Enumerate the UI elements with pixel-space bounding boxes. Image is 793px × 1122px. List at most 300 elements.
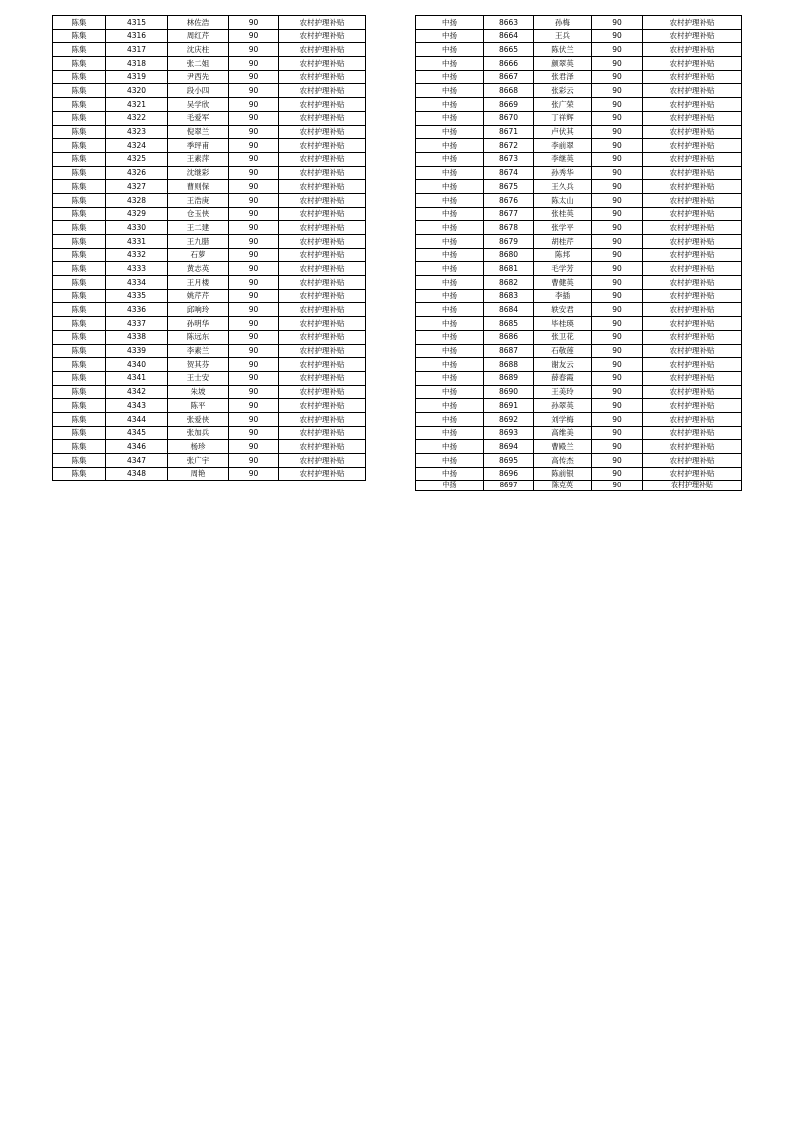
name-cell: 尹西先 xyxy=(168,70,229,84)
name-cell: 毕桂瑛 xyxy=(534,317,592,331)
village-cell: 中扬 xyxy=(416,16,484,30)
amount-cell: 90 xyxy=(229,440,279,454)
table-row xyxy=(53,98,366,112)
subsidy-type-cell: 农村护理补贴 xyxy=(279,98,366,112)
subsidy-type-cell: 农村护理补贴 xyxy=(643,371,742,385)
name-cell: 杨珍 xyxy=(168,440,229,454)
village-cell: 陈集 xyxy=(53,57,106,71)
id-cell: 4330 xyxy=(106,221,168,235)
subsidy-type-cell: 农村护理补贴 xyxy=(279,262,366,276)
village-cell: 中扬 xyxy=(416,166,484,180)
subsidy-type-cell: 农村护理补贴 xyxy=(279,467,366,481)
village-cell: 陈集 xyxy=(53,385,106,399)
amount-cell: 90 xyxy=(229,399,279,413)
name-cell: 毛爱军 xyxy=(168,111,229,125)
subsidy-type-cell: 农村护理补贴 xyxy=(279,426,366,440)
table-row xyxy=(416,193,742,207)
name-cell: 孙梅 xyxy=(534,16,592,30)
name-cell: 孙秀华 xyxy=(534,166,592,180)
table-row xyxy=(53,43,366,57)
amount-cell: 90 xyxy=(229,125,279,139)
name-cell: 丁祥辉 xyxy=(534,111,592,125)
name-cell: 段小四 xyxy=(168,84,229,98)
table-row xyxy=(416,139,742,153)
table-row xyxy=(416,84,742,98)
subsidy-type-cell: 农村护理补贴 xyxy=(643,139,742,153)
id-cell: 4326 xyxy=(106,166,168,180)
village-cell: 中扬 xyxy=(416,70,484,84)
table-row xyxy=(416,43,742,57)
subsidy-type-cell: 农村护理补贴 xyxy=(279,16,366,30)
table-row xyxy=(416,385,742,399)
table-row xyxy=(416,344,742,358)
amount-cell: 90 xyxy=(229,303,279,317)
name-cell: 高传杰 xyxy=(534,454,592,468)
village-cell: 陈集 xyxy=(53,262,106,276)
name-cell: 孙明华 xyxy=(168,317,229,331)
id-cell: 4316 xyxy=(106,29,168,43)
amount-cell: 90 xyxy=(229,70,279,84)
subsidy-type-cell: 农村护理补贴 xyxy=(643,330,742,344)
village-cell: 中扬 xyxy=(416,317,484,331)
subsidy-type-cell: 农村护理补贴 xyxy=(643,481,742,491)
subsidy-type-cell: 农村护理补贴 xyxy=(279,125,366,139)
village-cell: 中扬 xyxy=(416,235,484,249)
id-cell: 8680 xyxy=(484,248,534,262)
table-row xyxy=(416,371,742,385)
table-row xyxy=(416,248,742,262)
subsidy-type-cell: 农村护理补贴 xyxy=(279,371,366,385)
table-row xyxy=(416,358,742,372)
amount-cell: 90 xyxy=(592,98,643,112)
amount-cell: 90 xyxy=(229,344,279,358)
village-cell: 陈集 xyxy=(53,330,106,344)
amount-cell: 90 xyxy=(229,467,279,481)
name-cell: 王久兵 xyxy=(534,180,592,194)
name-cell: 李前翠 xyxy=(534,139,592,153)
village-cell: 陈集 xyxy=(53,426,106,440)
village-cell: 中扬 xyxy=(416,440,484,454)
id-cell: 4334 xyxy=(106,276,168,290)
id-cell: 4341 xyxy=(106,371,168,385)
id-cell: 8668 xyxy=(484,84,534,98)
name-cell: 薛春霞 xyxy=(534,371,592,385)
table-row xyxy=(53,221,366,235)
table-row xyxy=(53,248,366,262)
name-cell: 刘学梅 xyxy=(534,412,592,426)
amount-cell: 90 xyxy=(229,289,279,303)
amount-cell: 90 xyxy=(592,235,643,249)
table-row xyxy=(416,467,742,481)
table-row xyxy=(53,16,366,30)
id-cell: 8696 xyxy=(484,467,534,481)
id-cell: 8692 xyxy=(484,412,534,426)
village-cell: 中扬 xyxy=(416,289,484,303)
village-cell: 陈集 xyxy=(53,125,106,139)
village-cell: 陈集 xyxy=(53,98,106,112)
id-cell: 8682 xyxy=(484,276,534,290)
village-cell: 中扬 xyxy=(416,207,484,221)
table-row xyxy=(416,221,742,235)
village-cell: 陈集 xyxy=(53,276,106,290)
subsidy-type-cell: 农村护理补贴 xyxy=(643,70,742,84)
name-cell: 孙翠英 xyxy=(534,399,592,413)
amount-cell: 90 xyxy=(592,70,643,84)
village-cell: 陈集 xyxy=(53,70,106,84)
name-cell: 张广宇 xyxy=(168,454,229,468)
table-row xyxy=(416,166,742,180)
subsidy-type-cell: 农村护理补贴 xyxy=(643,221,742,235)
id-cell: 4322 xyxy=(106,111,168,125)
amount-cell: 90 xyxy=(229,84,279,98)
table-row xyxy=(53,399,366,413)
name-cell: 倪翠兰 xyxy=(168,125,229,139)
name-cell: 陈邦 xyxy=(534,248,592,262)
village-cell: 中扬 xyxy=(416,399,484,413)
subsidy-type-cell: 农村护理补贴 xyxy=(279,70,366,84)
name-cell: 张广荣 xyxy=(534,98,592,112)
table-row xyxy=(416,289,742,303)
subsidy-type-cell: 农村护理补贴 xyxy=(279,248,366,262)
village-cell: 陈集 xyxy=(53,412,106,426)
amount-cell: 90 xyxy=(592,289,643,303)
name-cell: 邱响玲 xyxy=(168,303,229,317)
village-cell: 陈集 xyxy=(53,235,106,249)
amount-cell: 90 xyxy=(592,440,643,454)
name-cell: 沈庆柱 xyxy=(168,43,229,57)
id-cell: 4315 xyxy=(106,16,168,30)
id-cell: 8694 xyxy=(484,440,534,454)
subsidy-type-cell: 农村护理补贴 xyxy=(643,57,742,71)
id-cell: 4324 xyxy=(106,139,168,153)
amount-cell: 90 xyxy=(229,412,279,426)
table-row xyxy=(53,412,366,426)
id-cell: 4320 xyxy=(106,84,168,98)
table-body xyxy=(416,16,742,491)
amount-cell: 90 xyxy=(592,111,643,125)
id-cell: 8684 xyxy=(484,303,534,317)
id-cell: 8664 xyxy=(484,29,534,43)
table-row xyxy=(53,371,366,385)
amount-cell: 90 xyxy=(229,16,279,30)
amount-cell: 90 xyxy=(229,330,279,344)
table-row xyxy=(53,193,366,207)
name-cell: 陈前银 xyxy=(534,467,592,481)
name-cell: 张君泽 xyxy=(534,70,592,84)
amount-cell: 90 xyxy=(592,125,643,139)
subsidy-type-cell: 农村护理补贴 xyxy=(643,235,742,249)
subsidy-type-cell: 农村护理补贴 xyxy=(279,207,366,221)
table-row xyxy=(416,98,742,112)
table-row xyxy=(53,289,366,303)
id-cell: 8663 xyxy=(484,16,534,30)
village-cell: 陈集 xyxy=(53,344,106,358)
village-cell: 中扬 xyxy=(416,152,484,166)
subsidy-type-cell: 农村护理补贴 xyxy=(279,412,366,426)
id-cell: 8683 xyxy=(484,289,534,303)
id-cell: 8665 xyxy=(484,43,534,57)
id-cell: 4323 xyxy=(106,125,168,139)
subsidy-type-cell: 农村护理补贴 xyxy=(279,235,366,249)
subsidy-type-cell: 农村护理补贴 xyxy=(643,440,742,454)
table-row xyxy=(53,57,366,71)
village-cell: 中扬 xyxy=(416,276,484,290)
id-cell: 4338 xyxy=(106,330,168,344)
id-cell: 8686 xyxy=(484,330,534,344)
table-row xyxy=(53,454,366,468)
subsidy-type-cell: 农村护理补贴 xyxy=(279,344,366,358)
village-cell: 中扬 xyxy=(416,43,484,57)
name-cell: 周红芹 xyxy=(168,29,229,43)
village-cell: 中扬 xyxy=(416,481,484,491)
village-cell: 陈集 xyxy=(53,166,106,180)
table-row xyxy=(53,330,366,344)
id-cell: 4343 xyxy=(106,399,168,413)
subsidy-table-left xyxy=(52,15,366,481)
village-cell: 中扬 xyxy=(416,454,484,468)
name-cell: 石敬莲 xyxy=(534,344,592,358)
village-cell: 陈集 xyxy=(53,248,106,262)
subsidy-type-cell: 农村护理补贴 xyxy=(279,330,366,344)
table-row xyxy=(416,29,742,43)
village-cell: 中扬 xyxy=(416,330,484,344)
subsidy-type-cell: 农村护理补贴 xyxy=(279,276,366,290)
subsidy-type-cell: 农村护理补贴 xyxy=(643,29,742,43)
name-cell: 陈平 xyxy=(168,399,229,413)
amount-cell: 90 xyxy=(229,317,279,331)
amount-cell: 90 xyxy=(592,180,643,194)
table-row xyxy=(53,440,366,454)
name-cell: 吴学欣 xyxy=(168,98,229,112)
amount-cell: 90 xyxy=(592,262,643,276)
id-cell: 8693 xyxy=(484,426,534,440)
name-cell: 朱坡 xyxy=(168,385,229,399)
table-row xyxy=(416,317,742,331)
id-cell: 8695 xyxy=(484,454,534,468)
id-cell: 4325 xyxy=(106,152,168,166)
table-row xyxy=(416,152,742,166)
id-cell: 4342 xyxy=(106,385,168,399)
amount-cell: 90 xyxy=(229,248,279,262)
table-row xyxy=(53,125,366,139)
subsidy-type-cell: 农村护理补贴 xyxy=(643,399,742,413)
village-cell: 陈集 xyxy=(53,29,106,43)
subsidy-type-cell: 农村护理补贴 xyxy=(643,125,742,139)
village-cell: 中扬 xyxy=(416,84,484,98)
amount-cell: 90 xyxy=(592,330,643,344)
village-cell: 中扬 xyxy=(416,98,484,112)
name-cell: 张学平 xyxy=(534,221,592,235)
subsidy-type-cell: 农村护理补贴 xyxy=(643,16,742,30)
village-cell: 陈集 xyxy=(53,43,106,57)
name-cell: 张卫花 xyxy=(534,330,592,344)
amount-cell: 90 xyxy=(229,221,279,235)
id-cell: 8690 xyxy=(484,385,534,399)
village-cell: 中扬 xyxy=(416,371,484,385)
table-row xyxy=(53,152,366,166)
village-cell: 陈集 xyxy=(53,467,106,481)
table-row xyxy=(416,16,742,30)
subsidy-type-cell: 农村护理补贴 xyxy=(279,303,366,317)
village-cell: 中扬 xyxy=(416,262,484,276)
id-cell: 8669 xyxy=(484,98,534,112)
subsidy-type-cell: 农村护理补贴 xyxy=(279,440,366,454)
table-row xyxy=(416,207,742,221)
table-row xyxy=(416,70,742,84)
table-row xyxy=(416,426,742,440)
table-row xyxy=(416,262,742,276)
amount-cell: 90 xyxy=(229,371,279,385)
subsidy-type-cell: 农村护理补贴 xyxy=(643,317,742,331)
subsidy-type-cell: 农村护理补贴 xyxy=(643,467,742,481)
subsidy-type-cell: 农村护理补贴 xyxy=(279,152,366,166)
name-cell: 陈克英 xyxy=(534,481,592,491)
amount-cell: 90 xyxy=(592,385,643,399)
subsidy-type-cell: 农村护理补贴 xyxy=(643,412,742,426)
subsidy-type-cell: 农村护理补贴 xyxy=(279,166,366,180)
amount-cell: 90 xyxy=(592,221,643,235)
subsidy-type-cell: 农村护理补贴 xyxy=(279,399,366,413)
table-row xyxy=(416,180,742,194)
table-row xyxy=(53,262,366,276)
amount-cell: 90 xyxy=(229,166,279,180)
table-row xyxy=(416,276,742,290)
village-cell: 中扬 xyxy=(416,29,484,43)
village-cell: 陈集 xyxy=(53,207,106,221)
subsidy-type-cell: 农村护理补贴 xyxy=(643,385,742,399)
subsidy-type-cell: 农村护理补贴 xyxy=(643,454,742,468)
name-cell: 贺其芬 xyxy=(168,358,229,372)
id-cell: 8697 xyxy=(484,481,534,491)
table-row xyxy=(416,57,742,71)
name-cell: 高维美 xyxy=(534,426,592,440)
amount-cell: 90 xyxy=(592,29,643,43)
subsidy-type-cell: 农村护理补贴 xyxy=(643,276,742,290)
id-cell: 4332 xyxy=(106,248,168,262)
village-cell: 陈集 xyxy=(53,221,106,235)
village-cell: 陈集 xyxy=(53,180,106,194)
village-cell: 中扬 xyxy=(416,57,484,71)
table-row xyxy=(416,454,742,468)
village-cell: 陈集 xyxy=(53,16,106,30)
amount-cell: 90 xyxy=(229,262,279,276)
name-cell: 曹则保 xyxy=(168,180,229,194)
id-cell: 4339 xyxy=(106,344,168,358)
village-cell: 中扬 xyxy=(416,426,484,440)
name-cell: 周艳 xyxy=(168,467,229,481)
amount-cell: 90 xyxy=(592,467,643,481)
table-row xyxy=(53,180,366,194)
subsidy-type-cell: 农村护理补贴 xyxy=(279,111,366,125)
amount-cell: 90 xyxy=(229,358,279,372)
name-cell: 王浩庚 xyxy=(168,193,229,207)
subsidy-type-cell: 农村护理补贴 xyxy=(643,43,742,57)
table-row xyxy=(416,303,742,317)
table-row xyxy=(416,412,742,426)
table-row xyxy=(416,440,742,454)
amount-cell: 90 xyxy=(592,344,643,358)
name-cell: 胡桂芹 xyxy=(534,235,592,249)
name-cell: 陈太山 xyxy=(534,193,592,207)
village-cell: 陈集 xyxy=(53,111,106,125)
amount-cell: 90 xyxy=(592,426,643,440)
village-cell: 陈集 xyxy=(53,454,106,468)
amount-cell: 90 xyxy=(592,207,643,221)
subsidy-type-cell: 农村护理补贴 xyxy=(279,385,366,399)
village-cell: 中扬 xyxy=(416,344,484,358)
amount-cell: 90 xyxy=(592,193,643,207)
table-row xyxy=(53,111,366,125)
id-cell: 4335 xyxy=(106,289,168,303)
amount-cell: 90 xyxy=(592,454,643,468)
subsidy-type-cell: 农村护理补贴 xyxy=(279,317,366,331)
amount-cell: 90 xyxy=(592,317,643,331)
amount-cell: 90 xyxy=(592,303,643,317)
village-cell: 中扬 xyxy=(416,358,484,372)
table-row xyxy=(53,166,366,180)
amount-cell: 90 xyxy=(592,412,643,426)
table-row xyxy=(53,358,366,372)
id-cell: 8667 xyxy=(484,70,534,84)
table-row xyxy=(53,207,366,221)
village-cell: 陈集 xyxy=(53,358,106,372)
subsidy-type-cell: 农村护理补贴 xyxy=(643,193,742,207)
amount-cell: 90 xyxy=(592,57,643,71)
name-cell: 张桂英 xyxy=(534,207,592,221)
subsidy-table-right xyxy=(415,15,742,491)
id-cell: 8689 xyxy=(484,371,534,385)
village-cell: 中扬 xyxy=(416,467,484,481)
table-row xyxy=(53,84,366,98)
id-cell: 8671 xyxy=(484,125,534,139)
table-row xyxy=(53,276,366,290)
village-cell: 陈集 xyxy=(53,289,106,303)
table-row xyxy=(53,235,366,249)
amount-cell: 90 xyxy=(592,248,643,262)
amount-cell: 90 xyxy=(592,276,643,290)
id-cell: 4336 xyxy=(106,303,168,317)
name-cell: 王兵 xyxy=(534,29,592,43)
village-cell: 中扬 xyxy=(416,221,484,235)
amount-cell: 90 xyxy=(229,207,279,221)
name-cell: 姚芹芹 xyxy=(168,289,229,303)
amount-cell: 90 xyxy=(229,426,279,440)
subsidy-type-cell: 农村护理补贴 xyxy=(279,193,366,207)
id-cell: 4346 xyxy=(106,440,168,454)
name-cell: 张爱侠 xyxy=(168,412,229,426)
name-cell: 张二姐 xyxy=(168,57,229,71)
subsidy-type-cell: 农村护理补贴 xyxy=(643,426,742,440)
table-row xyxy=(416,399,742,413)
name-cell: 黄志英 xyxy=(168,262,229,276)
id-cell: 8674 xyxy=(484,166,534,180)
name-cell: 李继英 xyxy=(534,152,592,166)
amount-cell: 90 xyxy=(229,111,279,125)
table-row xyxy=(416,125,742,139)
subsidy-type-cell: 农村护理补贴 xyxy=(643,358,742,372)
subsidy-type-cell: 农村护理补贴 xyxy=(279,139,366,153)
subsidy-type-cell: 农村护理补贴 xyxy=(643,303,742,317)
id-cell: 4318 xyxy=(106,57,168,71)
amount-cell: 90 xyxy=(229,29,279,43)
table-row xyxy=(416,330,742,344)
amount-cell: 90 xyxy=(592,16,643,30)
name-cell: 颜翠英 xyxy=(534,57,592,71)
subsidy-type-cell: 农村护理补贴 xyxy=(279,84,366,98)
table-row xyxy=(53,303,366,317)
village-cell: 中扬 xyxy=(416,303,484,317)
amount-cell: 90 xyxy=(592,84,643,98)
